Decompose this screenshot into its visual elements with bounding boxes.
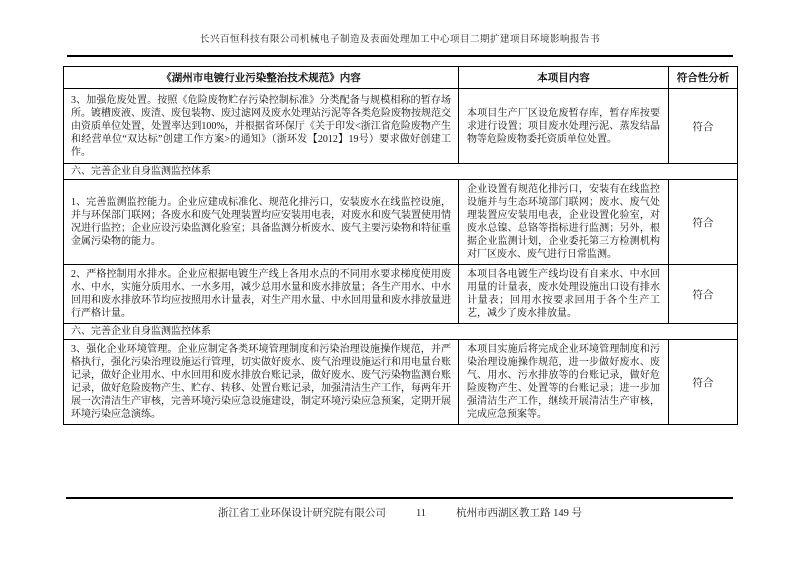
requirement-cell: 3、加强危废处置。按照《危险废物贮存污染控制标准》分类配备与规模相称的暂存场所。镀槽废液、废渣、废包装物、废过滤网及废水处理站污泥等各类危险废物按规范交由资质单位处置，处置率达到100%，并根据省环保厅《关于印发<浙江省危险废物产生和经营单位“双达标”创建工作方案>的通知》（浙环发【2012】19号）要求做好创建工作。 [64,89,459,164]
col-header-compliance: 符合性分析 [669,67,738,89]
col-header-project: 本项目内容 [459,67,669,89]
requirement-cell: 2、严格控制用水排水。企业应根据电镀生产线上各用水点的不同用水要求梯度使用废水、中水，实施分质用水、一水多用，减少总用水量和废水排放量；各生产用水、中水回用和废水排放环节均应按照用水计量表，对生产用水量、中水回用量和废水排放量进行严格计量。 [64,265,459,324]
requirement-cell: 1、完善监测监控能力。企业应建成标准化、规范化排污口，安装废水在线监控设施，并与环保部门联网；各废水和废气处理装置均应安装用电表，对废水和废气装置使用情况进行监控；企业应设污染监测化验室；具备监测分析废水、废气主要污染物和特征重金属污染物的能力。 [64,180,459,265]
compliance-cell: 符合 [669,265,738,324]
section-title: 六、完善企业自身监测监控体系 [64,164,738,180]
section-title: 六、完善企业自身监测监控体系 [64,324,738,340]
project-cell: 本项目各电镀生产线均设有自来水、中水回用量的计量表，废水处理设施出口设有排水计量表；回用水按要求回用于各个生产工艺，减少了废水排放量。 [459,265,669,324]
table-row [64,89,738,164]
header-divider [67,55,733,57]
project-cell: 本项目生产厂区设危废暂存库，暂存库按要求进行设置；项目废水处理污泥、蒸发结晶物等危险废物委托资质单位处置。 [459,89,669,164]
project-cell: 企业设置有规范化排污口，安装有在线监控设施并与生态环境部门联网；废水、废气处理装置应安装用电表，企业设置化验室，对废水总镍、总铬等指标进行监测；另外，根据企业监测计划，企业委托第三方检测机构对厂区废水、废气进行日常监测。 [459,180,669,265]
compliance-cell: 符合 [669,180,738,265]
footer-address: 杭州市西湖区教工路 149 号 [456,508,583,519]
compliance-cell: 符合 [669,89,738,164]
compliance-cell: 符合 [669,340,738,425]
footer-company: 浙江省工业环保设计研究院有限公司 [217,508,386,519]
project-cell: 本项目实施后将完成企业环境管理制度和污染治理设施操作规范，进一步做好废水、废气、用水、污水排放等的台账记录，做好危险废物产生、处置等的台账记录；进一步加强清洁生产工作，继续开展清洁生产审核，完成应急预案等。 [459,340,669,425]
footer-divider [66,497,733,499]
section-row [64,324,738,340]
col-header-regulation: 《湖州市电镀行业污染整治技术规范》内容 [64,67,459,89]
table-row [64,340,738,425]
section-row [64,164,738,180]
table-header-row [64,67,738,89]
requirement-cell: 3、强化企业环境管理。企业应制定各类环境管理制度和污染治理设施操作规范，并严格执行，强化污染治理设施运行管理，切实做好废水、废气治理设施运行和用电量台账记录，做好企业用水、中水回用和废水排放台账记录，做好废水、废气污染物监测台账记录，做好危险废物产生、贮存、转移、处置台账记录，加强清洁生产工作，每两年开展一次清洁生产审核，完善环境污染应急设施建设，制定环境污染应急预案，定期开展环境污染应急演练。 [64,340,459,425]
table-row [64,180,738,265]
table-row [64,265,738,324]
footer-page-number: 11 [415,508,427,519]
page-footer [0,505,800,520]
report-header-title: 长兴百恒科技有限公司机械电子制造及表面处理加工中心项目二期扩建项目环境影响报告书 [199,35,600,45]
compliance-table [63,66,738,425]
